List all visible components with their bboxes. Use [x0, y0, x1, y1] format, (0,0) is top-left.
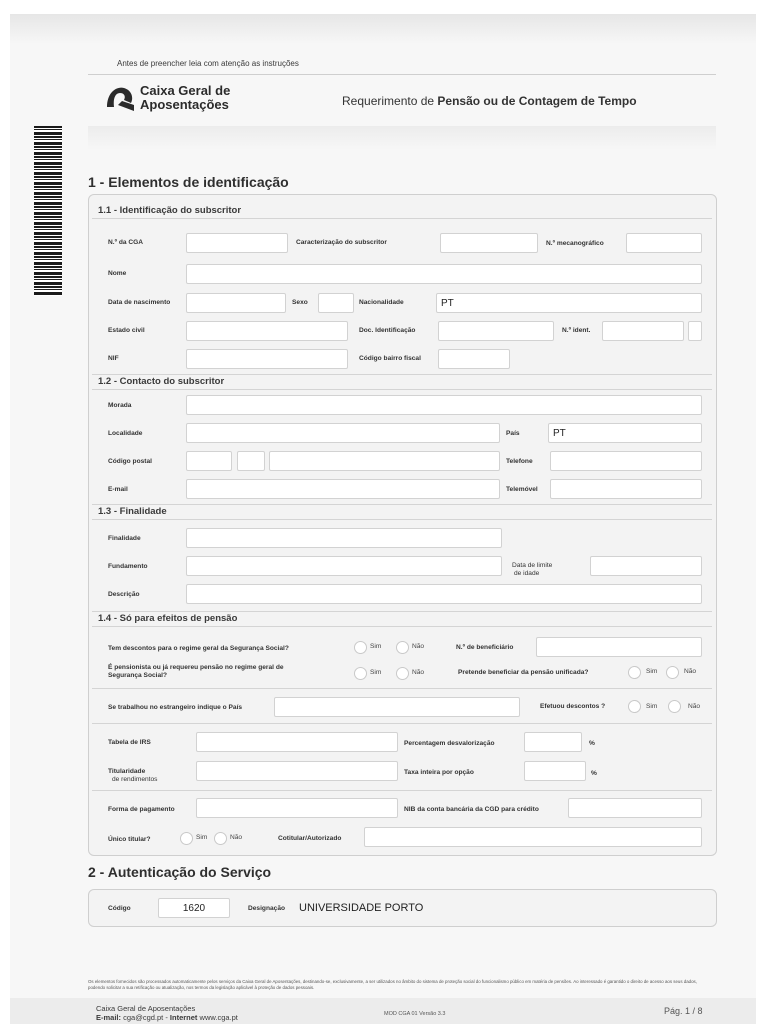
codigo-postal-local-field[interactable]	[269, 451, 500, 471]
descontos-sim-radio[interactable]	[354, 641, 367, 654]
label-estado-civil: Estado civil	[108, 327, 145, 334]
pais-field[interactable]: PT	[548, 423, 702, 443]
n-cga-field[interactable]	[186, 233, 288, 253]
cga-logo	[104, 83, 230, 113]
unico-titular-sim-radio[interactable]	[180, 832, 193, 845]
efetuou-nao-label: Não	[688, 703, 701, 710]
label-forma-pagamento: Forma de pagamento	[108, 806, 175, 813]
n-ident-check-field[interactable]	[688, 321, 702, 341]
label-nif: NIF	[108, 355, 119, 362]
subsection-1-3-title: 1.3 - Finalidade	[98, 506, 167, 517]
efetuou-sim-radio[interactable]	[628, 700, 641, 713]
forma-pagamento-field[interactable]	[196, 798, 398, 818]
sexo-field[interactable]	[318, 293, 354, 313]
label-n-ident: N.º ident.	[562, 327, 591, 334]
unico-titular-sim-label: Sim	[196, 834, 208, 841]
label-pretende-unificada: Pretende beneficiar da pensão unificada?	[458, 669, 589, 676]
document-title	[342, 94, 637, 108]
unificada-nao-label: Não	[684, 668, 697, 675]
label-cotitular: Cotitular/Autorizado	[278, 835, 342, 842]
nacionalidade-field[interactable]: PT	[436, 293, 702, 313]
label-taxa-inteira: Taxa inteira por opção	[404, 769, 474, 776]
label-doc-identificacao: Doc. Identificação	[359, 327, 416, 334]
subsection-divider	[92, 626, 712, 627]
title-bold: Pensão ou de Contagem de Tempo	[437, 94, 637, 108]
label-fundamento: Fundamento	[108, 563, 148, 570]
codigo-postal-ext-field[interactable]	[237, 451, 265, 471]
q-pensionista-line-1: É pensionista ou já requereu pensão no regime geral de	[108, 664, 284, 671]
label-codigo-bairro-fiscal: Código bairro fiscal	[359, 355, 421, 362]
label-q-pensionista	[108, 664, 284, 680]
data-limite-line-2: de idade	[514, 570, 540, 577]
label-data-limite	[512, 562, 552, 578]
finalidade-field[interactable]	[186, 528, 502, 548]
label-n-cga: N.º da CGA	[108, 239, 144, 246]
label-data-nascimento: Data de nascimento	[108, 299, 171, 306]
unificada-sim-radio[interactable]	[628, 666, 641, 679]
subsection-divider	[92, 504, 712, 505]
page-shade	[10, 14, 756, 44]
subsection-1-1-title: 1.1 - Identificação do subscritor	[98, 205, 242, 216]
nome-field[interactable]	[186, 264, 702, 284]
footer-contact-line: E-mail: cga@cgd.pt - Internet www.cga.pt	[96, 1013, 238, 1022]
barcode	[34, 126, 62, 296]
codigo-field[interactable]: 1620	[158, 898, 230, 918]
doc-identificacao-field[interactable]	[438, 321, 554, 341]
pre-fill-note: Antes de preencher leia com atenção as instruções	[117, 59, 299, 68]
section-2-title: 2 - Autenticação do Serviço	[88, 864, 272, 880]
model-version: MOD CGA 01 Versão 3.3	[384, 1011, 446, 1017]
label-trabalhos-estrangeiro: Se trabalhou no estrangeiro indique o País	[108, 704, 243, 711]
data-nascimento-field[interactable]	[186, 293, 286, 313]
page-number: Pág. 1 / 8	[664, 1006, 703, 1016]
label-codigo-postal: Código postal	[108, 458, 152, 465]
titularidade-field[interactable]	[196, 761, 398, 781]
unificada-sim-label: Sim	[646, 668, 658, 675]
footer-site[interactable]: www.cga.pt	[199, 1013, 238, 1022]
q-pensionista-line-2: Segurança Social?	[108, 672, 167, 679]
codigo-postal-field[interactable]	[186, 451, 232, 471]
label-telemovel: Telemóvel	[506, 486, 538, 493]
label-pais: País	[506, 430, 520, 437]
label-finalidade: Finalidade	[108, 535, 141, 542]
subsection-divider	[92, 790, 712, 791]
n-mecanografico-field[interactable]	[626, 233, 702, 253]
label-q-descontos: Tem descontos para o regime geral da Segurança Social?	[108, 645, 289, 652]
privacy-footnote: Os elementos fornecidos são processados automaticamente pelos serviços da Caixa Geral de Aposentações, destinando-se, exclusivamente, a ser utilizados no âmbito do sistema de proteção social do funcionalismo público em matéria de pensões. Ao interessado é garantido o direito de acesso aos seus dados, podendo solicitar a sua retificação ou atualização, nos termos da legislação aplicável à proteção de dados pessoais.	[88, 979, 697, 990]
cga-logo-icon	[104, 83, 136, 113]
label-telefone: Telefone	[506, 458, 533, 465]
telefone-field[interactable]	[550, 451, 702, 471]
subsection-divider	[92, 519, 712, 520]
label-caracterizacao: Caracterização do subscritor	[296, 239, 387, 246]
subsection-1-2-title: 1.2 - Contacto do subscritor	[98, 376, 225, 387]
percentagem-desvalorizacao-field[interactable]	[524, 732, 582, 752]
pais-estrangeiro-field[interactable]	[274, 697, 520, 717]
unificada-nao-radio[interactable]	[666, 666, 679, 679]
label-designacao: Designação	[248, 905, 286, 912]
localidade-field[interactable]	[186, 423, 500, 443]
email-field[interactable]	[186, 479, 500, 499]
unico-titular-nao-label: Não	[230, 834, 243, 841]
estado-civil-field[interactable]	[186, 321, 348, 341]
label-n-mecanografico: N.º mecanográfico	[546, 240, 604, 247]
data-limite-field[interactable]	[590, 556, 702, 576]
subsection-divider	[92, 374, 712, 375]
n-ident-field[interactable]	[602, 321, 684, 341]
label-n-beneficiario: N.º de beneficiário	[456, 644, 514, 651]
subsection-divider	[92, 389, 712, 390]
label-localidade: Localidade	[108, 430, 143, 437]
codigo-bairro-fiscal-field[interactable]	[438, 349, 510, 369]
tabela-irs-field[interactable]	[196, 732, 398, 752]
label-nib: NIB da conta bancária da CGD para crédito	[404, 806, 539, 813]
pct-symbol: %	[589, 740, 595, 747]
header-band	[88, 126, 716, 150]
logo-line-2: Aposentações	[140, 97, 229, 112]
taxa-inteira-field[interactable]	[524, 761, 586, 781]
label-tabela-irs: Tabela de IRS	[108, 739, 151, 746]
caracterizacao-field[interactable]	[440, 233, 538, 253]
email-label: E-mail:	[96, 1013, 122, 1022]
nif-field[interactable]	[186, 349, 348, 369]
descricao-field[interactable]	[186, 584, 702, 604]
descontos-nao-radio[interactable]	[396, 641, 409, 654]
cotitular-field[interactable]	[364, 827, 702, 847]
pensionista-sim-radio[interactable]	[354, 667, 367, 680]
unico-titular-nao-radio[interactable]	[214, 832, 227, 845]
efetuou-sim-label: Sim	[646, 703, 658, 710]
titularidade-line-1: Titularidade	[108, 768, 146, 775]
n-beneficiario-field[interactable]	[536, 637, 702, 657]
label-nome: Nome	[108, 270, 127, 277]
subsection-1-4-title: 1.4 - Só para efeitos de pensão	[98, 613, 238, 624]
morada-field[interactable]	[186, 395, 702, 415]
label-nacionalidade: Nacionalidade	[359, 299, 404, 306]
titularidade-line-2: de rendimentos	[112, 776, 158, 783]
label-morada: Morada	[108, 402, 132, 409]
title-prefix: Requerimento de	[342, 94, 438, 108]
telemovel-field[interactable]	[550, 479, 702, 499]
label-sexo: Sexo	[292, 299, 308, 306]
footer-org: Caixa Geral de Aposentações	[96, 1004, 196, 1013]
logo-line-1: Caixa Geral de	[140, 83, 231, 98]
data-limite-line-1: Data de limite	[512, 562, 553, 569]
subsection-divider	[92, 688, 712, 689]
label-percentagem-desvalorizacao: Percentagem desvalorização	[404, 740, 495, 747]
label-efetuou-descontos: Efetuou descontos ?	[540, 703, 606, 710]
label-titularidade	[108, 768, 157, 784]
pct-symbol: %	[591, 770, 597, 777]
designacao-field[interactable]: UNIVERSIDADE PORTO	[299, 902, 424, 914]
descontos-sim-label: Sim	[370, 643, 382, 650]
nib-field[interactable]	[568, 798, 702, 818]
subsection-divider	[92, 611, 712, 612]
subsection-divider	[92, 218, 712, 219]
label-descricao: Descrição	[108, 591, 140, 598]
descontos-nao-label: Não	[412, 643, 425, 650]
efetuou-nao-radio[interactable]	[668, 700, 681, 713]
label-unico-titular: Único titular?	[108, 836, 151, 843]
pensionista-sim-label: Sim	[370, 669, 382, 676]
fundamento-field[interactable]	[186, 556, 502, 576]
pensionista-nao-label: Não	[412, 669, 425, 676]
label-email: E-mail	[108, 486, 128, 493]
section-1-title: 1 - Elementos de identificação	[88, 174, 289, 190]
footer-email[interactable]: cga@cgd.pt	[123, 1013, 164, 1022]
header-divider	[88, 74, 716, 75]
label-codigo: Código	[108, 905, 131, 912]
subsection-divider	[92, 723, 712, 724]
pensionista-nao-radio[interactable]	[396, 667, 409, 680]
footer-contacts	[96, 1004, 238, 1022]
internet-label: Internet	[169, 1013, 198, 1022]
